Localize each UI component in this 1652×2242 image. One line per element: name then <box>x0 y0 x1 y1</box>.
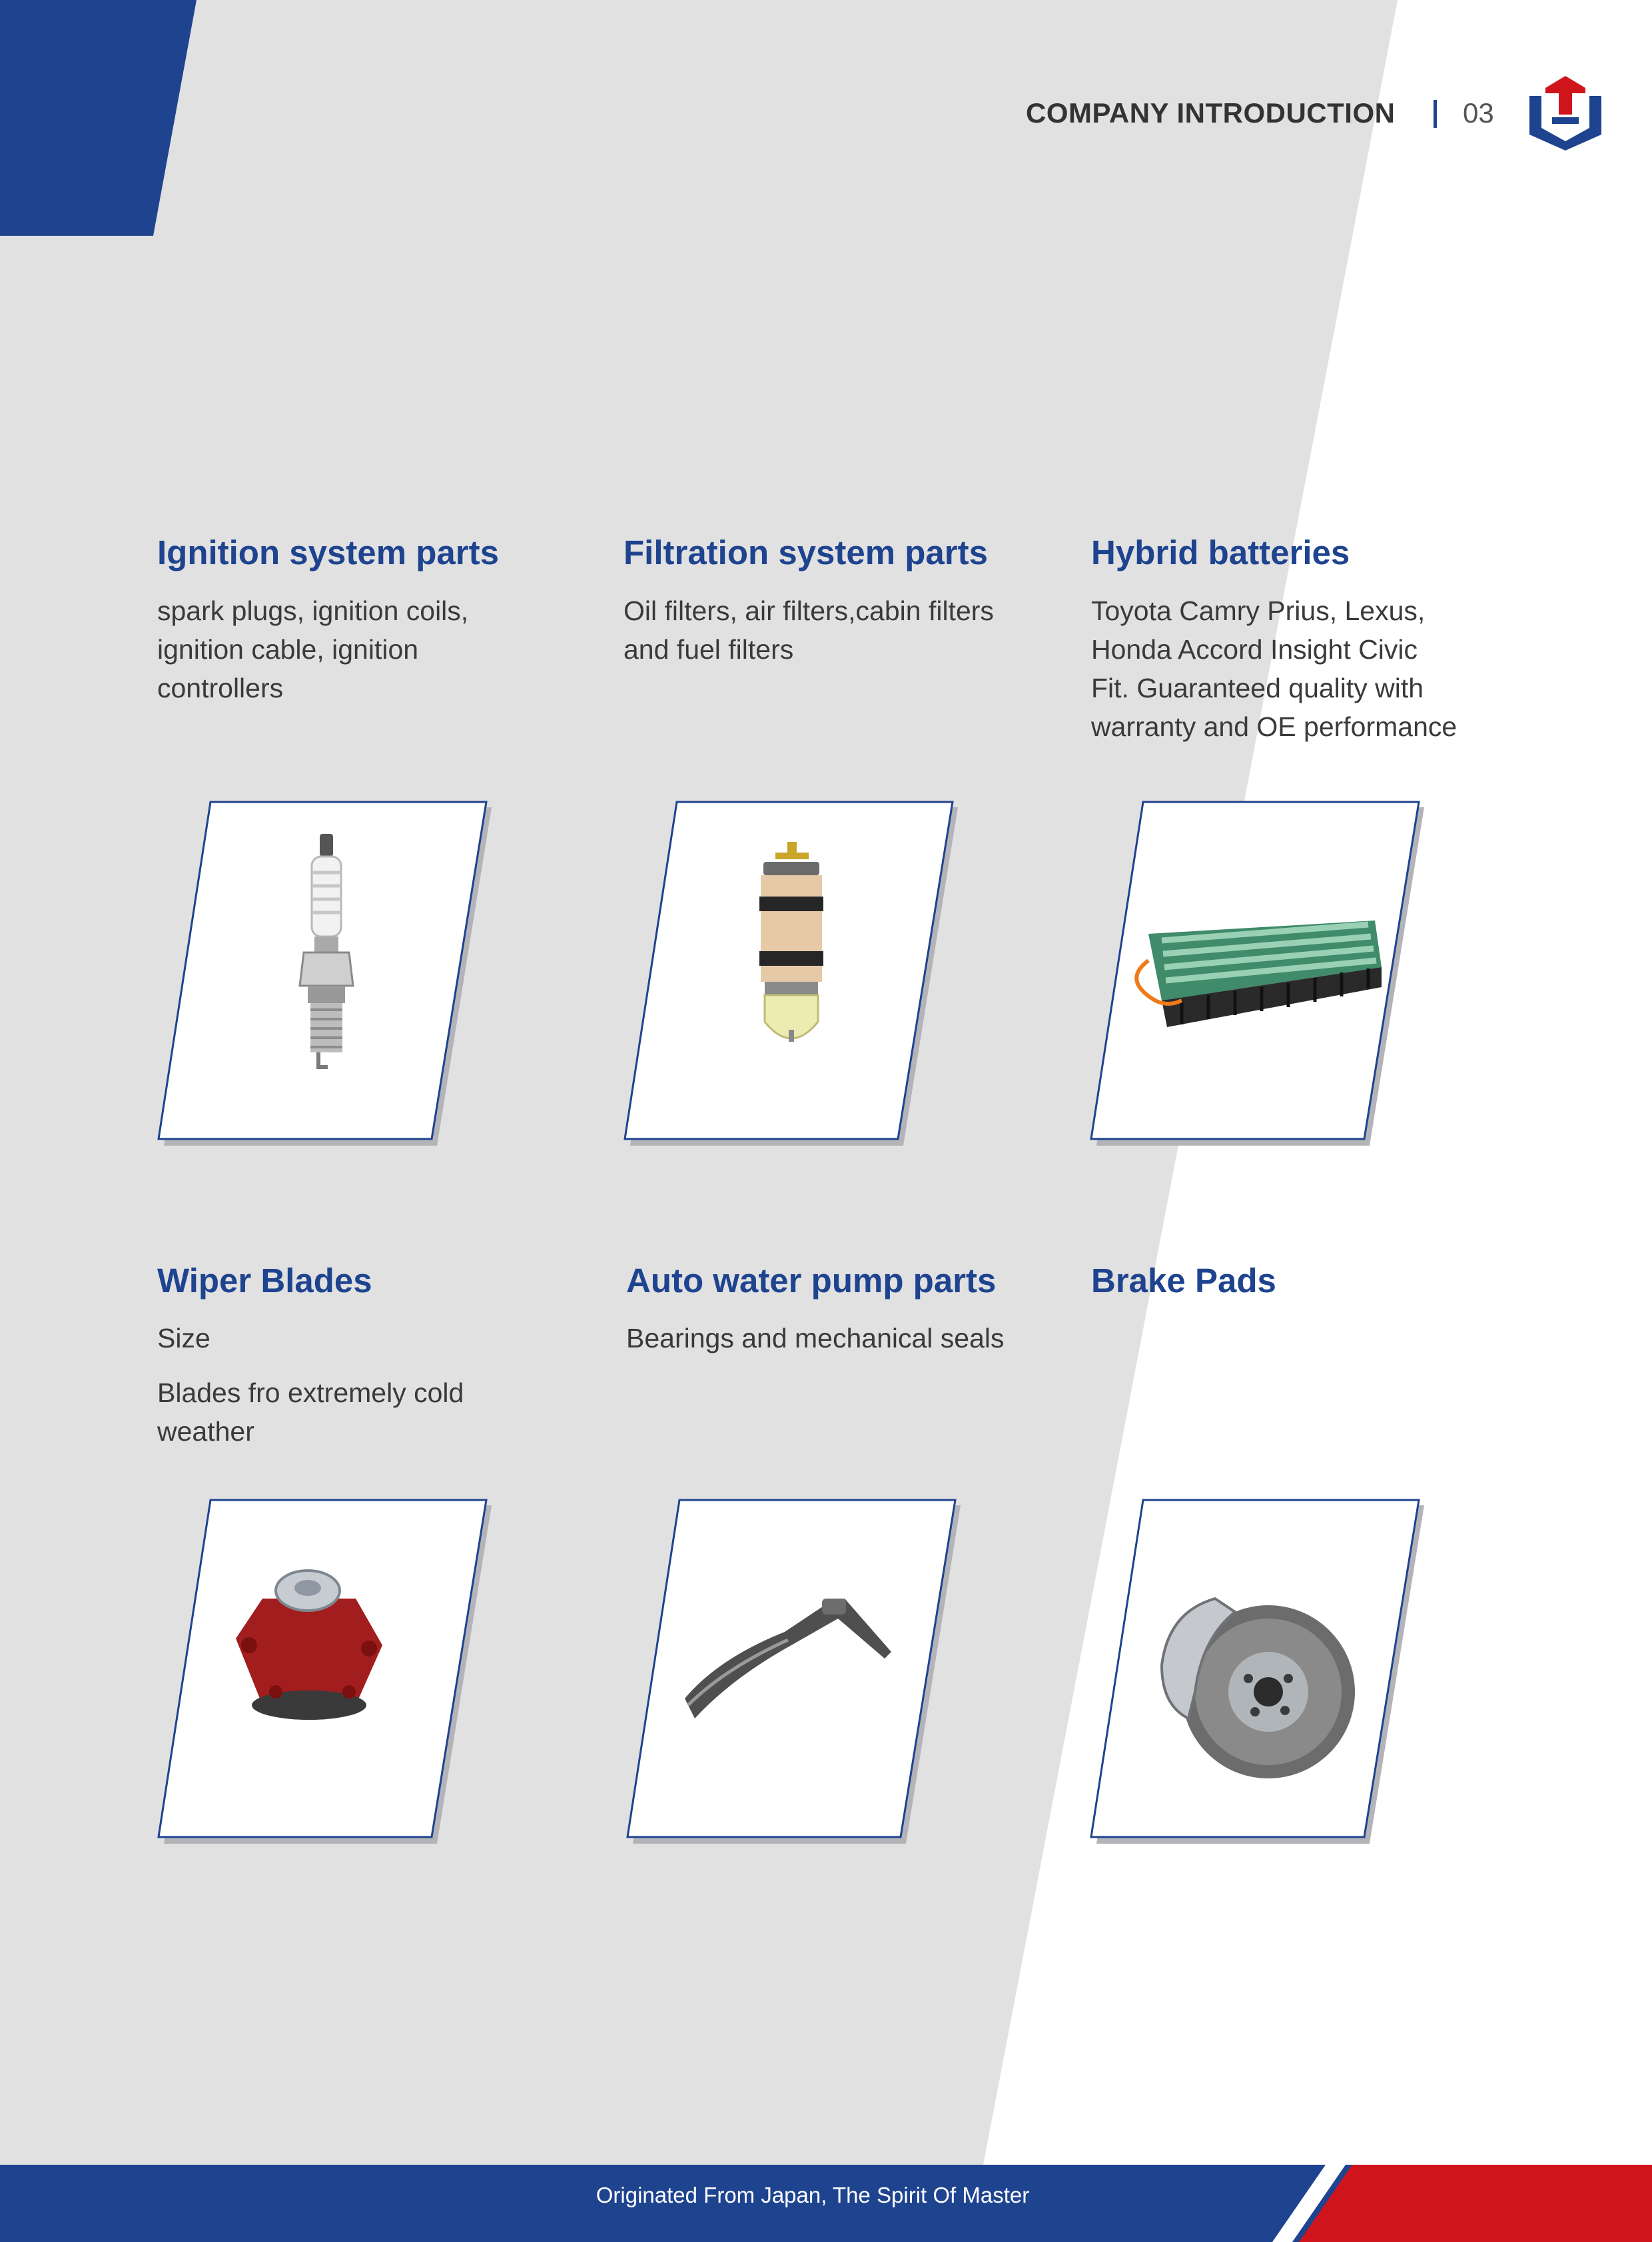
desc-line: ignition cable, ignition <box>157 634 419 665</box>
desc-line: Size <box>157 1323 210 1353</box>
section-desc-ignition <box>157 591 557 707</box>
desc-line: and fuel filters <box>623 634 794 665</box>
desc-line: Honda Accord Insight Civic <box>1091 634 1418 665</box>
product-card-fuel-filter <box>622 801 969 1147</box>
header-divider <box>1434 100 1437 128</box>
section-desc-water-pump <box>626 1319 1052 1357</box>
section-title-hybrid: Hybrid batteries <box>1091 534 1350 571</box>
desc-line: Blades fro extremely cold <box>157 1377 464 1408</box>
section-title-wiper: Wiper Blades <box>157 1262 372 1300</box>
spark-plug-image <box>156 801 502 1147</box>
desc-line: weather <box>157 1416 254 1447</box>
section-desc-hybrid <box>1091 591 1517 746</box>
section-title-ignition: Ignition system parts <box>157 534 499 571</box>
wiper-blade-image <box>625 1499 971 1845</box>
fuel-filter-image <box>622 801 969 1147</box>
desc-line: Toyota Camry Prius, Lexus, <box>1091 595 1426 626</box>
product-card-wiper-blade <box>625 1499 971 1845</box>
desc-line: Oil filters, air filters,cabin filters <box>623 595 994 626</box>
footer-tagline: Originated From Japan, The Spirit Of Master <box>596 2183 1030 2207</box>
desc-line: spark plugs, ignition coils, <box>157 595 469 626</box>
section-title-brake-pads: Brake Pads <box>1091 1262 1276 1300</box>
product-card-brake-disc <box>1088 1499 1435 1845</box>
header-title: COMPANY INTRODUCTION <box>1026 97 1396 129</box>
brake-disc-image <box>1088 1499 1435 1845</box>
water-pump-image <box>156 1499 502 1845</box>
product-card-spark-plug <box>156 801 502 1147</box>
page-number: 03 <box>1463 97 1494 129</box>
desc-line: Fit. Guaranteed quality with <box>1091 673 1424 703</box>
section-title-filtration: Filtration system parts <box>623 534 988 571</box>
section-desc-wiper <box>157 1319 557 1451</box>
desc-line: warranty and OE performance <box>1091 711 1457 742</box>
product-card-water-pump <box>156 1499 502 1845</box>
desc-line: controllers <box>157 673 284 703</box>
product-card-hybrid-battery <box>1088 801 1435 1147</box>
section-title-water-pump: Auto water pump parts <box>626 1262 997 1300</box>
section-desc-filtration <box>623 591 1050 669</box>
company-logo-icon <box>1529 76 1601 151</box>
desc-line: Bearings and mechanical seals <box>626 1323 1005 1353</box>
fuel-filter-icon <box>759 842 823 1042</box>
hybrid-battery-image <box>1088 801 1435 1147</box>
